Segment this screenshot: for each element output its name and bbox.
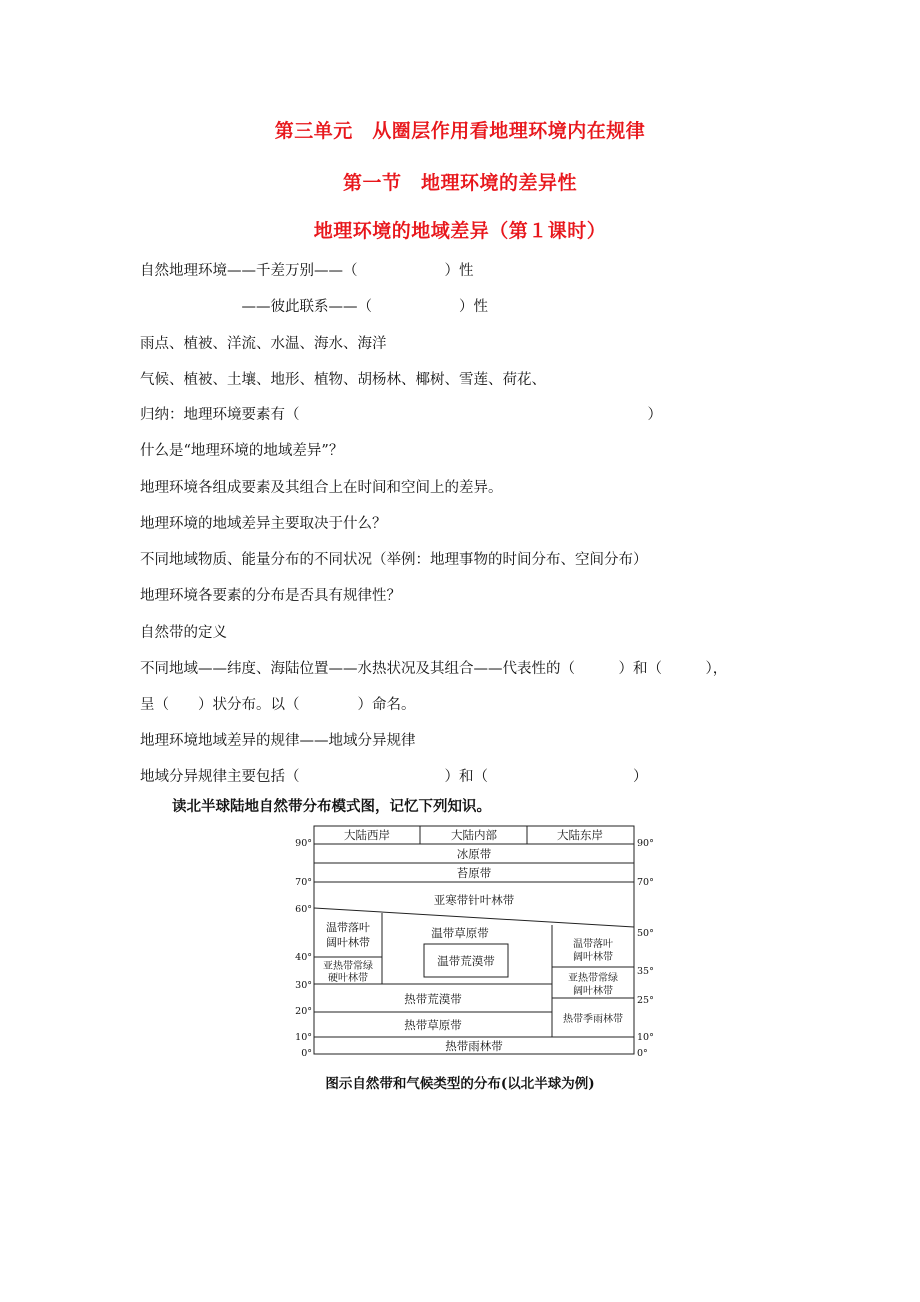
band-east-temperate-line2: 阔叶林带 [573,952,613,963]
right-tick-70: 70° [637,877,654,888]
band-steppe: 温带草原带 [431,926,489,940]
band-west-subtropic-line2: 硬叶林带 [328,973,368,984]
left-tick-30: 30° [295,980,312,991]
left-tick-70: 70° [295,877,312,888]
right-tick-10: 10° [637,1032,654,1043]
band-east-subtropic-line1: 亚热带常绿 [568,973,618,984]
band-taiga: 亚寒带针叶林带 [433,893,515,907]
text-line-2: ——彼此联系——（ ）性 [140,299,488,315]
text-line-14: 地理环境地域差异的规律——地域分异规律 [140,733,416,749]
left-tick-0: 0° [301,1048,312,1059]
text-line-4: 气候、植被、土壤、地形、植物、胡杨林、椰树、雪莲、荷花、 [140,372,546,388]
text-line-1: 自然地理环境——千差万别——（ ）性 [140,263,474,279]
band-ice: 冰原带 [456,847,492,861]
right-tick-90: 90° [637,838,654,849]
text-line-11: 自然带的定义 [140,625,227,641]
band-monsoon: 热带季雨林带 [563,1014,623,1025]
header-continent-interior: 大陆内部 [451,828,497,842]
text-line-13: 呈（ ）状分布。以（ ）命名。 [140,697,416,713]
right-tick-0: 0° [637,1048,648,1059]
left-tick-40: 40° [295,952,312,963]
band-east-temperate-line1: 温带落叶 [573,939,613,950]
right-tick-25: 25° [637,995,654,1006]
unit-title: 第三单元 从圈层作用看地理环境内在规律 [274,120,646,142]
text-line-3: 雨点、植被、洋流、水温、海水、海洋 [140,336,387,352]
band-tundra: 苔原带 [456,866,492,880]
lesson-title: 地理环境的地域差异（第１课时） [313,220,607,242]
left-tick-90: 90° [295,838,312,849]
text-line-8: 地理环境的地域差异主要取决于什么？ [140,516,387,532]
text-line-9: 不同地域物质、能量分布的不同状况（举例：地理事物的时间分布、空间分布） [140,552,648,568]
band-east-subtropic-line2: 阔叶林带 [573,986,613,997]
right-tick-35: 35° [637,966,654,977]
text-line-12: 不同地域——纬度、海陆位置——水热状况及其组合——代表性的（ ）和（ ）， [140,661,728,677]
diagram-caption: 图示自然带和气候类型的分布(以北半球为例) [325,1076,595,1092]
right-tick-50: 50° [637,928,654,939]
band-temperate-desert: 温带荒漠带 [437,954,495,968]
text-line-5: 归纳：地理环境要素有（ ） [140,407,662,423]
text-line-6: 什么是“地理环境的地域差异”？ [140,443,344,459]
left-tick-10: 10° [295,1032,312,1043]
header-west-coast: 大陆西岸 [344,828,390,842]
band-west-temperate-line2: 阔叶林带 [326,936,370,949]
instruction-line: 读北半球陆地自然带分布模式图，记忆下列知识。 [172,798,491,815]
text-line-7: 地理环境各组成要素及其组合上在时间和空间上的差异。 [140,480,503,496]
text-line-10: 地理环境各要素的分布是否具有规律性？ [140,588,401,604]
natural-zone-diagram [280,818,660,1063]
band-savanna: 热带草原带 [404,1018,462,1032]
band-west-temperate-line1: 温带落叶 [326,921,370,934]
text-line-15: 地域分异规律主要包括（ ）和（ ） [140,769,648,785]
left-tick-20: 20° [295,1006,312,1017]
band-rainforest: 热带雨林带 [445,1039,503,1053]
band-west-subtropic-line1: 亚热带常绿 [323,961,373,972]
header-east-coast: 大陆东岸 [557,828,603,842]
band-tropical-desert: 热带荒漠带 [404,992,462,1006]
section-title: 第一节 地理环境的差异性 [342,172,577,194]
left-tick-60: 60° [295,904,312,915]
